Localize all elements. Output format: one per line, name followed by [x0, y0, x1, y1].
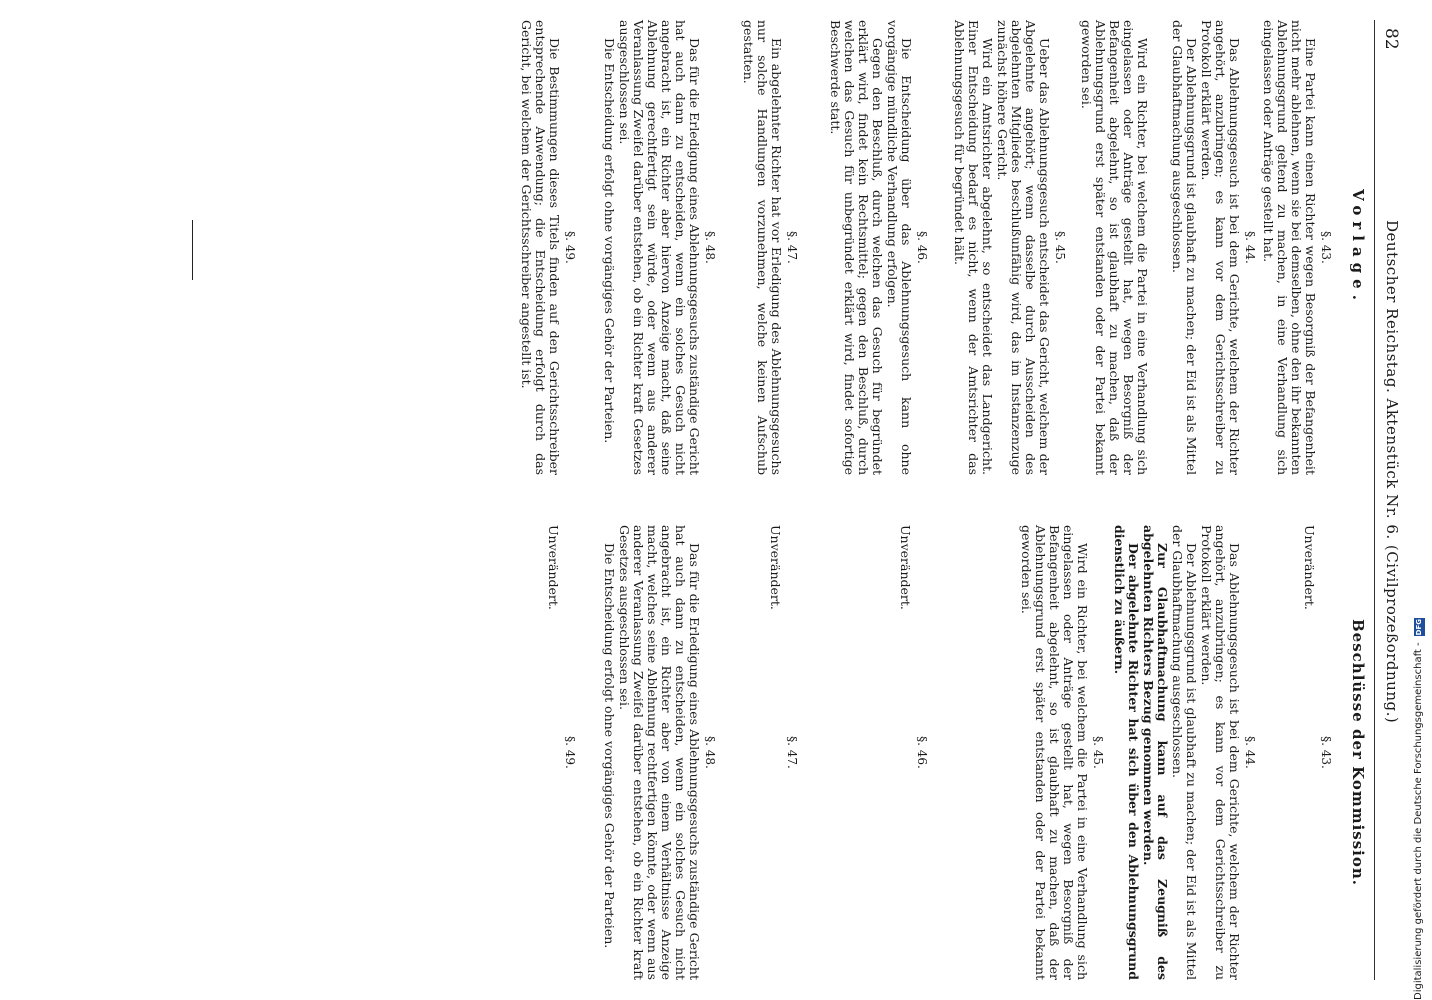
column-title-vorlage: Vorlage. — [1349, 189, 1367, 306]
column-title-kommission: Beschlüsse der Kommission. — [1349, 619, 1367, 886]
right-section-44 — [1111, 525, 1257, 980]
right-section-49 — [546, 525, 577, 980]
unchanged-note: Unverändert. — [1302, 525, 1317, 610]
section-paragraph: Das für die Erledigung eines Ablehnungsgesuchs zuständige Gericht hat auch dann zu entscheiden, wenn ein solches Gesuch nicht angebracht ist, ein Richter aber hiervon Anzeige macht, daß seine Ablehnung gerechtfertigt sein würde, oder wenn aus anderer Veranlassung Zweifel darüber entstehen, ob ein Richter kraft Gesetzes ausgeschlossen sei. — [617, 20, 702, 475]
section-paragraph: Ein abgelehnter Richter hat vor Erledigung des Ablehnungsgesuchs nur solche Handlungen vorzunehmen, welche keinen Aufschub gestatten. — [741, 20, 784, 475]
section-heading: §. 44. — [1243, 736, 1257, 769]
section-paragraph: Der Ablehnungsgrund ist glaubhaft zu machen; der Eid ist als Mittel der Glaubhaftmachung ausgeschlossen. — [1170, 20, 1199, 475]
section-heading: §. 46. — [915, 231, 929, 264]
unchanged-note: Unverändert. — [546, 525, 561, 610]
section-heading: §. 44. — [1243, 231, 1257, 264]
left-section-46 — [827, 20, 929, 475]
section-paragraph: Wird ein Richter, bei welchem die Partei in eine Verhandlung sich eingelassen oder Anträge gestellt hat, wegen Besorgniß der Befangenheit abgelehnt, so ist glaubhaft zu machen, daß der Ablehnungsgrund erst später entstanden oder der Partei bekannt geworden sei. — [1019, 525, 1090, 980]
section-paragraph: Das Ablehnungsgesuch ist bei dem Gerichte, welchem der Richter angehört, anzubringen; es kann vor dem Gerichtsschreiber zu Protokoll erklärt werden. — [1199, 20, 1242, 475]
section-paragraph: Der Ablehnungsgrund ist glaubhaft zu machen; der Eid ist als Mittel der Glaubhaftmachung ausgeschlossen. — [1170, 525, 1199, 980]
section-paragraph: Ueber das Ablehnungsgesuch entscheidet das Gericht, welchem der Abgelehnte angehört; wenn dasselbe durch Ausscheiden des abgelehnten Mitgliedes beschlußunfähig wird, das im Instanzenzuge zunächst höhere Gericht. — [995, 20, 1052, 475]
section-heading: §. 47. — [785, 736, 799, 769]
right-section-47 — [768, 525, 799, 980]
running-head: Deutscher Reichstag. Aktenstück Nr. 6. (Civilprozeßordnung.) — [1383, 220, 1401, 724]
left-section-44 — [1169, 20, 1257, 475]
credit-text: Digitalisierung gefördert durch die Deutsche Forschungsgemeinschaft - — [1413, 642, 1424, 1000]
unchanged-note: Unverändert. — [768, 525, 783, 610]
section-heading: §. 45. — [1053, 231, 1067, 264]
section-heading: §. 48. — [703, 736, 717, 769]
left-section-45 — [1078, 20, 1149, 475]
section-paragraph: Das für die Erledigung eines Ablehnungsgesuchs zuständige Gericht hat auch dann zu entscheiden, wenn ein solches Gesuch nicht angebracht ist, ein Richter aber von einem Verhältnisse Anzeige macht, welches seine Ablehnung rechtfertigen könnte, oder wenn aus anderer Veranlassung Zweifel darüber entstehen, ob ein Richter kraft Gesetzes ausgeschlossen sei. — [617, 525, 702, 980]
section-heading: §. 46. — [915, 736, 929, 769]
page-content — [13, 20, 1403, 980]
section-paragraph-amended — [1141, 525, 1169, 980]
end-rule — [192, 220, 193, 280]
left-section-49 — [518, 20, 577, 475]
left-section-46-heading-45 — [951, 20, 1067, 475]
section-paragraph: Gegen den Beschluß, durch welchen das Gesuch für begründet erklärt wird, findet kein Rechtsmittel; gegen den Beschluß, durch welchen das Gesuch für unbegründet erklärt wird, findet sofortige Beschwerde statt. — [828, 20, 885, 475]
digitization-credit — [1409, 540, 1429, 1000]
dfg-logo: DFG — [1414, 619, 1423, 636]
section-paragraph: Die Entscheidung über das Ablehnungsgesuch kann ohne vorgängige mündliche Verhandlung erfolgen. — [885, 20, 914, 475]
left-section-47 — [740, 20, 799, 475]
section-paragraph: Wird ein Richter, bei welchem die Partei in eine Verhandlung sich eingelassen oder Anträge gestellt hat, wegen Besorgniß der Befangenheit abgelehnt, so ist glaubhaft zu machen, daß der Ablehnungsgrund erst später entstanden oder der Partei bekannt geworden sei. — [1079, 20, 1150, 475]
section-heading: §. 47. — [785, 231, 799, 264]
section-paragraph: Wird ein Amtsrichter abgelehnt, so entscheidet das Landgericht. Einer Entscheidung bedarf es nicht, wenn der Amtsrichter das Ablehnungsgesuch für begründet hält. — [952, 20, 995, 475]
section-paragraph: Die Entscheidung erfolgt ohne vorgängiges Gehör der Parteien. — [602, 38, 617, 444]
header-rule — [1374, 20, 1375, 980]
section-paragraph: Eine Partei kann einen Richter wegen Besorgniß der Befangenheit nicht mehr ablehnen, wenn sie bei demselben, ohne den ihr bekannten Ablehnungsgrund geltend zu machen, in eine Verhandlung sich eingelassen oder Anträge gestellt hat. — [1261, 20, 1318, 475]
page-number: 82 — [1381, 28, 1401, 50]
column-kommission — [546, 525, 1367, 980]
left-section-43 — [1260, 20, 1333, 475]
section-paragraph-amended — [1112, 525, 1140, 980]
section-paragraph: Die Entscheidung erfolgt ohne vorgängiges Gehör der Parteien. — [602, 543, 617, 949]
column-vorlage — [519, 20, 1367, 475]
right-section-43 — [1302, 525, 1333, 980]
section-heading: §. 45. — [1091, 736, 1105, 769]
unchanged-note: Unverändert. — [898, 525, 913, 610]
section-heading: §. 49. — [563, 736, 577, 769]
section-paragraph: Die Bestimmungen dieses Titels finden auf den Gerichtsschreiber entsprechende Anwendung; die Entscheidung erfolgt durch das Gericht, bei welchem der Gerichtsschreiber angestellt ist. — [519, 20, 562, 475]
amended-text: Zur Glaubhaftmachung kann auf das Zeugniß des abgelehnten Richters Bezug genommen werden. — [1141, 525, 1170, 980]
section-paragraph: Das Ablehnungsgesuch ist bei dem Gerichte, welchem der Richter angehört, anzubringen; es kann vor dem Gerichtsschreiber zu Protokoll erklärt werden. — [1199, 525, 1242, 980]
right-section-45 — [1018, 525, 1105, 980]
amended-text: Der abgelehnte Richter hat sich über den Ablehnungsgrund dienstlich zu äußern. — [1112, 525, 1141, 980]
right-section-46 — [898, 525, 929, 980]
right-section-48 — [601, 525, 717, 980]
left-section-48 — [601, 20, 717, 475]
section-heading: §. 43. — [1319, 736, 1333, 769]
section-heading: §. 48. — [703, 231, 717, 264]
section-heading: §. 49. — [563, 231, 577, 264]
page-header — [1377, 20, 1403, 980]
section-heading: §. 43. — [1319, 231, 1333, 264]
